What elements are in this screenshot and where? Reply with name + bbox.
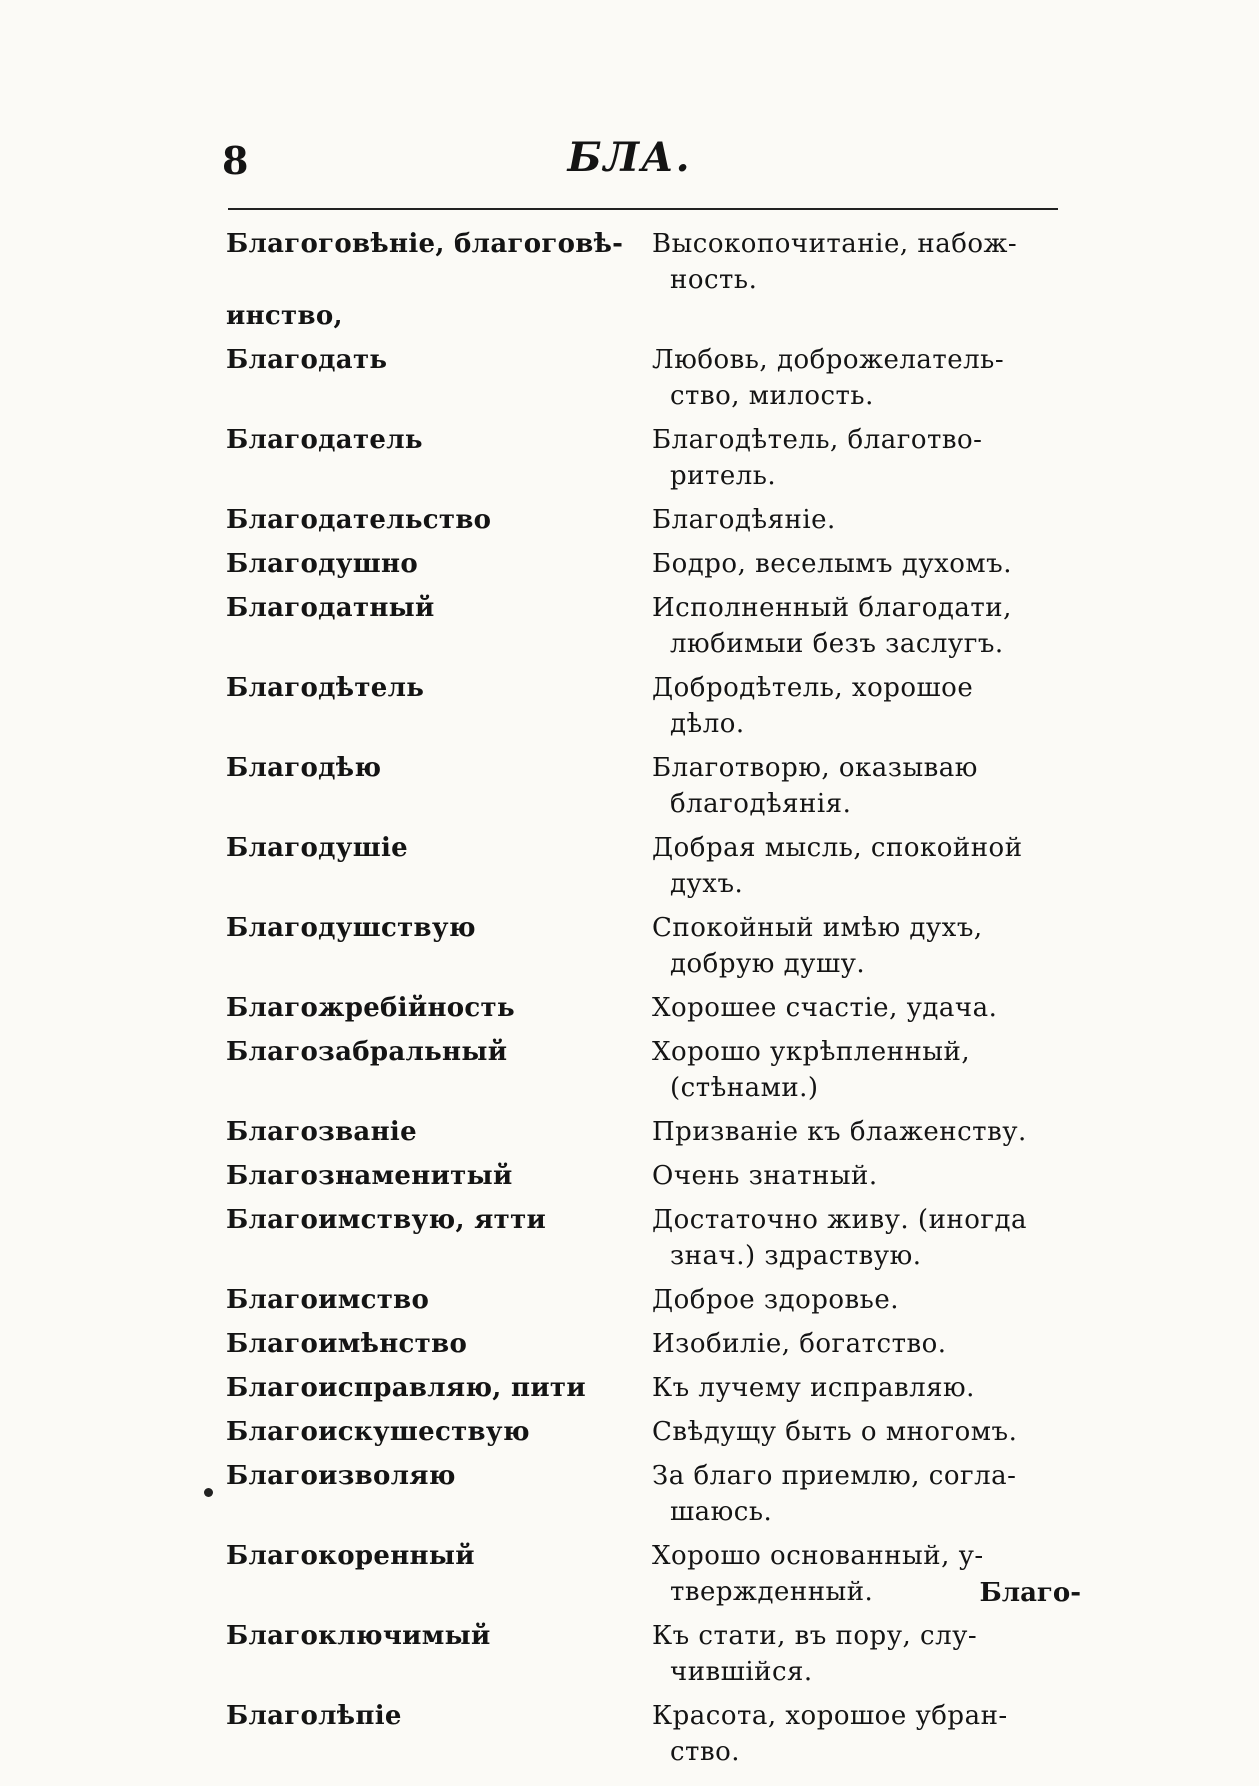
margin-dot — [204, 1488, 213, 1497]
definition — [652, 1618, 1062, 1690]
definition-line: ритель. — [670, 461, 777, 491]
entry-spacer — [226, 1318, 1086, 1326]
headword: Благодательство — [226, 505, 492, 535]
definition-line: благодѣянія. — [670, 789, 852, 819]
dictionary-entry — [226, 1282, 1086, 1318]
definition-line: ство, милость. — [670, 381, 874, 411]
entry-spacer — [226, 1026, 1086, 1034]
entry-spacer — [226, 1530, 1086, 1538]
entry-spacer — [226, 742, 1086, 750]
headword: Благоискушествую — [226, 1417, 530, 1447]
definition-line: Добрая мысль, спокойной — [652, 833, 1023, 863]
definition — [652, 1202, 1062, 1274]
dictionary-entry — [226, 342, 1086, 414]
definition-line: Благодѣтель, благотво- — [652, 425, 983, 455]
dictionary-entry — [226, 1326, 1086, 1362]
definition-line: Высокопочитаніе, набож- — [652, 229, 1018, 259]
entry-spacer — [226, 822, 1086, 830]
definition-line: любимыи безъ заслугъ. — [670, 629, 1004, 659]
catchword: Благо- — [979, 1578, 1081, 1608]
definition-line: Свѣдущу быть о многомъ. — [652, 1417, 1018, 1447]
dictionary-entry — [226, 502, 1086, 538]
dictionary-entry — [226, 830, 1086, 902]
definition-line: твержденный. — [670, 1577, 874, 1607]
definition-line: Исполненный благодати, — [652, 593, 1012, 623]
headword: Благоговѣніе, благоговѣ- — [226, 229, 624, 259]
definition — [652, 590, 1062, 662]
headword: Благознаменитый — [226, 1161, 513, 1191]
entry-spacer — [226, 1106, 1086, 1114]
definition-line: Хорошо основанный, у- — [652, 1541, 984, 1571]
entry-spacer — [226, 582, 1086, 590]
entry-spacer — [226, 1150, 1086, 1158]
definition — [652, 342, 1062, 414]
entry-spacer — [226, 662, 1086, 670]
headword: Благодатель — [226, 425, 423, 455]
dictionary-entry — [226, 1158, 1086, 1194]
dictionary-entry — [226, 670, 1086, 742]
headword: Благодѣтель — [226, 673, 425, 703]
dictionary-entry — [226, 546, 1086, 582]
entry-spacer — [226, 902, 1086, 910]
definition — [652, 1034, 1062, 1106]
dictionary-entry — [226, 1618, 1086, 1690]
definition — [652, 422, 1062, 494]
headword: Благоимствую, ятти — [226, 1205, 547, 1235]
definition-line: За благо приемлю, согла- — [652, 1461, 1017, 1491]
definition-line: чившійся. — [670, 1657, 813, 1687]
entry-spacer — [226, 538, 1086, 546]
entry-spacer — [226, 1274, 1086, 1282]
headword: Благодатный — [226, 593, 435, 623]
definition — [652, 546, 1062, 582]
definition — [652, 1114, 1062, 1150]
definition — [652, 1326, 1062, 1362]
definition-line: Къ стати, въ пору, слу- — [652, 1621, 978, 1651]
dictionary-entry — [226, 298, 1086, 334]
definition-line: Любовь, доброжелатель- — [652, 345, 1005, 375]
entry-spacer — [226, 334, 1086, 342]
headword: Благодѣю — [226, 753, 382, 783]
entry-spacer — [226, 1770, 1086, 1778]
definition-line: Хорошее счастіе, удача. — [652, 993, 998, 1023]
definition — [652, 1282, 1062, 1318]
definition — [652, 502, 1062, 538]
definition — [652, 1698, 1062, 1770]
headword: Благодать — [226, 345, 388, 375]
definition-line: Къ лучему исправляю. — [652, 1373, 975, 1403]
definition — [652, 1458, 1062, 1530]
definition-line: добрую душу. — [670, 949, 866, 979]
entry-spacer — [226, 1406, 1086, 1414]
entry-spacer — [226, 494, 1086, 502]
definition-line: Благотворю, оказываю — [652, 753, 978, 783]
definition-line: Изобиліе, богатство. — [652, 1329, 947, 1359]
headword: Благолѣпіе — [226, 1701, 402, 1731]
definition-line: шаюсь. — [670, 1497, 773, 1527]
definition-line: Достаточно живу. (иногда — [652, 1205, 1028, 1235]
entry-spacer — [226, 1610, 1086, 1618]
headword: Благозабральный — [226, 1037, 508, 1067]
dictionary-entry — [226, 1202, 1086, 1274]
page-number: 8 — [222, 138, 249, 183]
definition — [652, 1158, 1062, 1194]
headword: Благоисправляю, пити — [226, 1373, 586, 1403]
definition — [652, 750, 1062, 822]
definition-line: знач.) здраствую. — [670, 1241, 922, 1271]
headword: Благоизволяю — [226, 1461, 456, 1491]
entry-spacer — [226, 414, 1086, 422]
entry-spacer — [226, 982, 1086, 990]
entry-spacer — [226, 1450, 1086, 1458]
definition-line: Добродѣтель, хорошое — [652, 673, 974, 703]
entry-spacer — [226, 1690, 1086, 1698]
headword: Благожребійность — [226, 993, 515, 1023]
definition — [652, 1370, 1062, 1406]
definition-line: ность. — [670, 265, 758, 295]
headword: Благокоренный — [226, 1541, 475, 1571]
running-head: БЛА. — [567, 134, 692, 181]
definition-line: Доброе здоровье. — [652, 1285, 899, 1315]
dictionary-entry — [226, 990, 1086, 1026]
definition-line: дѣло. — [670, 709, 745, 739]
dictionary-entries — [226, 226, 1086, 1778]
dictionary-entry — [226, 1698, 1086, 1770]
headword: Благозваніе — [226, 1117, 417, 1147]
definition-line: ство. — [670, 1737, 741, 1767]
definition — [652, 1414, 1062, 1450]
definition-line: Очень знатный. — [652, 1161, 878, 1191]
definition — [652, 830, 1062, 902]
dictionary-entry — [226, 1114, 1086, 1150]
entry-spacer — [226, 1194, 1086, 1202]
header-rule — [228, 208, 1058, 210]
headword: Благодушно — [226, 549, 418, 579]
headword: Благодушіе — [226, 833, 409, 863]
dictionary-entry — [226, 1034, 1086, 1106]
headword: Благоимѣнство — [226, 1329, 468, 1359]
definition-line: Хорошо укрѣпленный, — [652, 1037, 971, 1067]
dictionary-entry — [226, 1414, 1086, 1450]
dictionary-entry — [226, 422, 1086, 494]
definition-line: Красота, хорошое убран- — [652, 1701, 1008, 1731]
definition — [652, 226, 1062, 298]
dictionary-entry — [226, 226, 1086, 298]
dictionary-entry — [226, 910, 1086, 982]
headword: инство, — [226, 301, 343, 331]
definition-line: Спокойный имѣю духъ, — [652, 913, 983, 943]
dictionary-entry — [226, 1458, 1086, 1530]
entry-spacer — [226, 1362, 1086, 1370]
headword: Благоимство — [226, 1285, 430, 1315]
definition — [652, 670, 1062, 742]
dictionary-entry — [226, 750, 1086, 822]
dictionary-entry — [226, 1370, 1086, 1406]
headword: Благоключимый — [226, 1621, 491, 1651]
definition — [652, 910, 1062, 982]
definition-line: духъ. — [670, 869, 744, 899]
dictionary-entry — [226, 590, 1086, 662]
headword: Благодушствую — [226, 913, 476, 943]
definition-line: (стѣнами.) — [670, 1073, 819, 1103]
definition — [652, 990, 1062, 1026]
dictionary-entry — [226, 1538, 1086, 1610]
definition-line: Призваніе къ блаженству. — [652, 1117, 1027, 1147]
definition-line: Бодро, веселымъ духомъ. — [652, 549, 1012, 579]
definition-line: Благодѣяніе. — [652, 505, 836, 535]
